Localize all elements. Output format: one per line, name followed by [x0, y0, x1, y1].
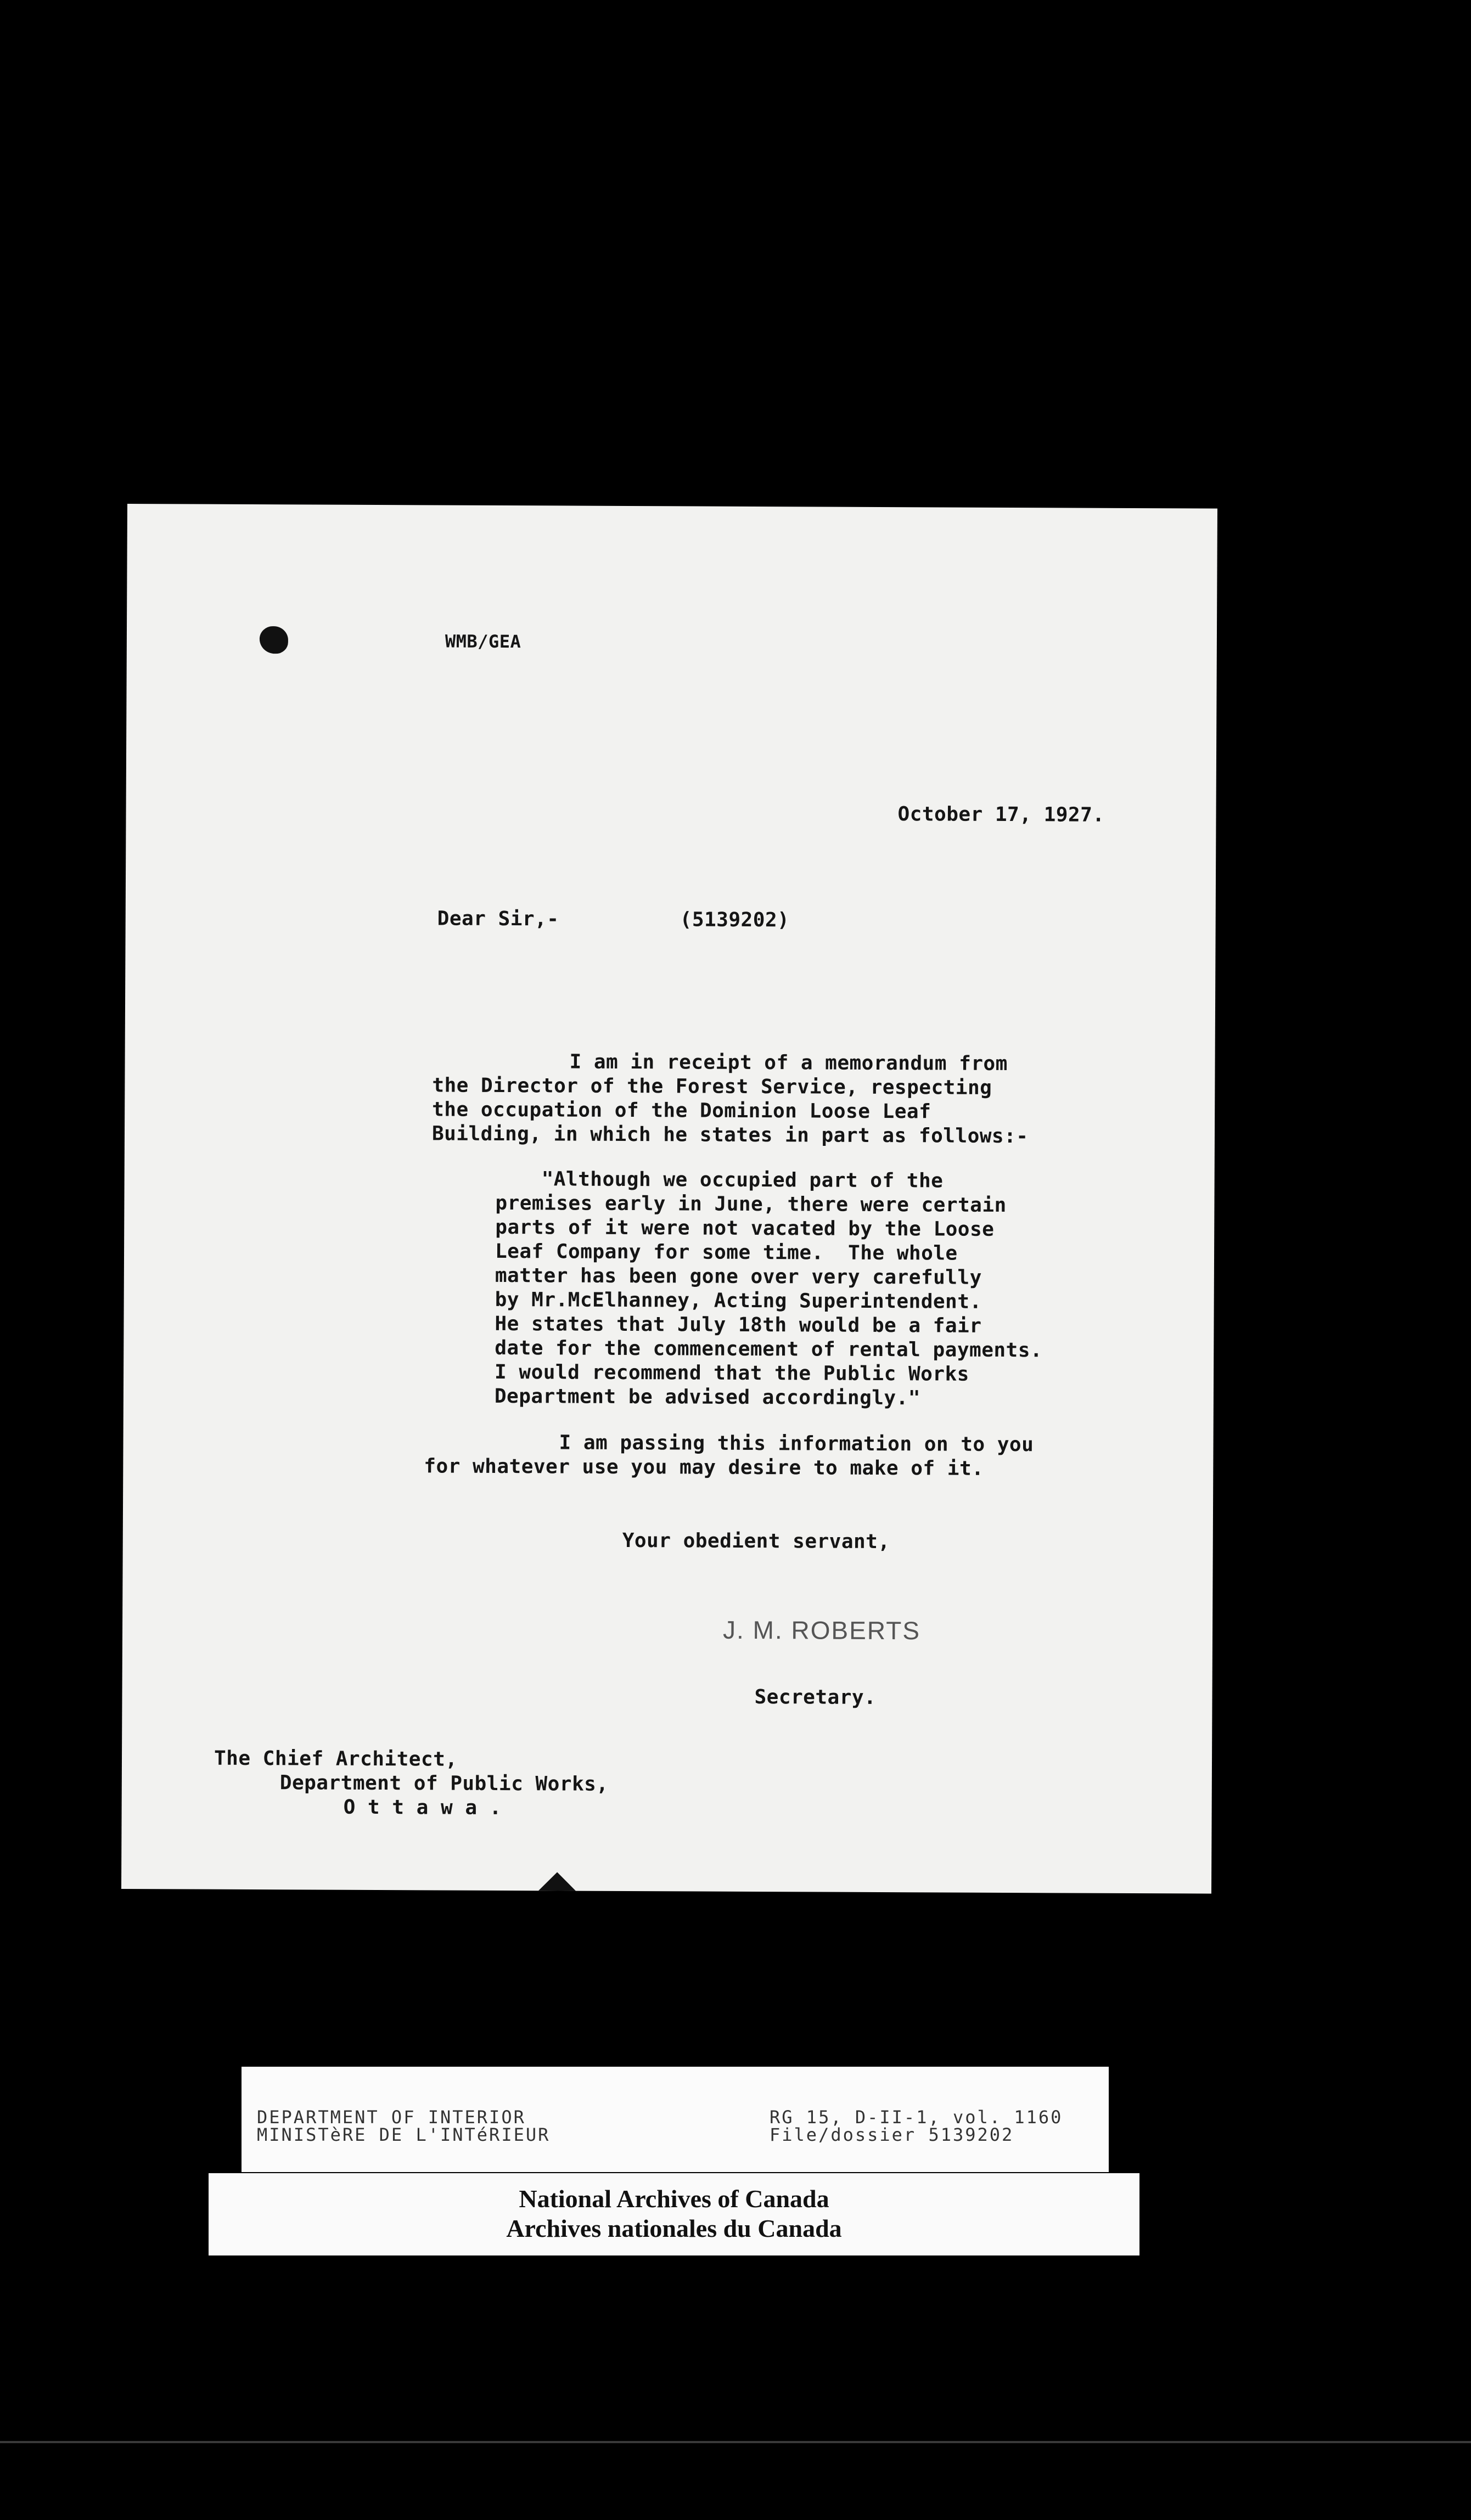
record-group: RG 15, D-II-1, vol. 1160 — [770, 2107, 1063, 2128]
body-line: Building, in which he states in part as follows:- — [431, 1122, 1029, 1148]
film-edge-line — [0, 2441, 1471, 2443]
body-line: the occupation of the Dominion Loose Leaf — [432, 1098, 931, 1123]
addressee-line: O t t a w a . — [343, 1796, 502, 1819]
archives-label — [209, 2173, 1139, 2255]
letter-date: October 17, 1927. — [897, 803, 1105, 826]
page-notch — [538, 1872, 576, 1891]
department-en: DEPARTMENT OF INTERIOR — [257, 2107, 526, 2128]
quote-line: matter has been gone over very carefully — [495, 1264, 982, 1289]
body-line: for whatever use you may desire to make of it. — [424, 1455, 984, 1480]
archives-name-fr: Archives nationales du Canada — [506, 2214, 842, 2242]
letter-page — [121, 504, 1217, 1894]
addressee-line: Department of Public Works, — [279, 1771, 609, 1796]
body-line: the Director of the Forest Service, respecting — [432, 1074, 992, 1099]
quote-line: premises early in June, there were certain — [495, 1191, 1007, 1217]
quote-line: I would recommend that the Public Works — [495, 1360, 969, 1386]
file-number: (5139202) — [680, 908, 790, 932]
body-line: I am passing this information on to you — [559, 1431, 1034, 1456]
quote-line: parts of it were not vacated by the Loose — [495, 1216, 995, 1241]
quote-line: Department be advised accordingly." — [494, 1385, 921, 1410]
ink-blot — [260, 626, 288, 654]
addressee-line: The Chief Architect, — [214, 1747, 458, 1771]
quote-line: He states that July 18th would be a fair — [495, 1312, 982, 1337]
quote-line: date for the commencement of rental payments. — [495, 1336, 1043, 1362]
letter-reference: WMB/GEA — [445, 631, 521, 652]
signature: J. M. ROBERTS — [722, 1615, 921, 1645]
file-dossier: File/dossier 5139202 — [770, 2124, 1014, 2145]
quote-line: "Although we occupied part of the — [541, 1168, 944, 1192]
salutation: Dear Sir,- — [437, 907, 559, 931]
body-line: I am in receipt of a memorandum from — [569, 1050, 1008, 1076]
department-fr: MINISTèRE DE L'INTéRIEUR — [257, 2124, 551, 2145]
quote-line: by Mr.McElhanney, Acting Superintendent. — [495, 1288, 982, 1313]
closing: Your obedient servant, — [622, 1529, 890, 1554]
archives-name-en: National Archives of Canada — [519, 2185, 829, 2213]
quote-line: Leaf Company for some time. The whole — [495, 1240, 958, 1265]
file-label — [242, 2067, 1109, 2172]
signer-title: Secretary. — [754, 1686, 877, 1709]
